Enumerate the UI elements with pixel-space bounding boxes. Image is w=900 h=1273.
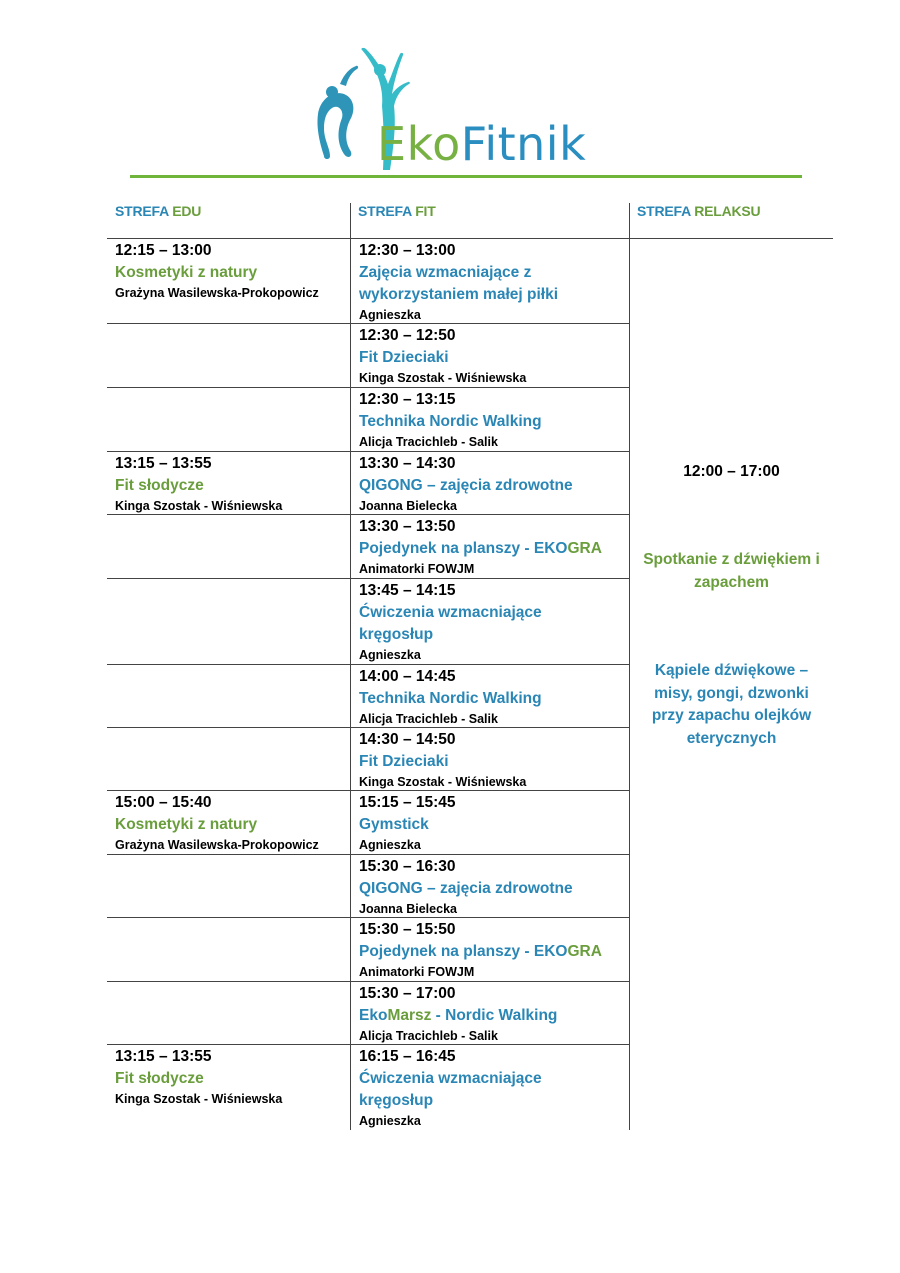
fit-activity: QIGONG – zajęcia zdrowotne (359, 880, 573, 897)
fit-time: 13:30 – 13:50 (359, 518, 456, 535)
brand-name-fitnik: Fitnik (460, 117, 587, 171)
fit-activity: Zajęcia wzmacniające z wykorzystaniem małej piłki (359, 264, 559, 303)
header-strefa-edu: STREFA EDU (115, 203, 202, 219)
fit-instructor: Joanna Bielecka (359, 902, 457, 916)
edu-entry (115, 453, 351, 516)
edu-instructor: Grażyna Wasilewska-Prokopowicz (115, 838, 319, 852)
fit-activity: Ćwiczenia wzmacniające kręgosłup (359, 1070, 542, 1109)
fit-entry (359, 983, 619, 1046)
header-separator (107, 238, 833, 239)
fit-entry (359, 240, 599, 325)
fit-time: 16:15 – 16:45 (359, 1048, 456, 1065)
edu-time: 12:15 – 13:00 (115, 242, 212, 259)
edu-time: 13:15 – 13:55 (115, 1048, 212, 1065)
edu-instructor: Kinga Szostak - Wiśniewska (115, 1092, 283, 1106)
fit-instructor: Kinga Szostak - Wiśniewska (359, 775, 527, 789)
relax-event-sound-baths: Kąpiele dźwiękowe – misy, gongi, dzwonki przy zapachu olejków eterycznych (651, 662, 812, 747)
fit-instructor: Joanna Bielecka (359, 499, 457, 513)
fit-time: 15:30 – 15:50 (359, 921, 456, 938)
fit-activity: Technika Nordic Walking (359, 690, 542, 707)
fit-activity: Technika Nordic Walking (359, 413, 542, 430)
edu-activity: Fit słodycze (115, 477, 204, 494)
fit-entry (359, 729, 595, 792)
fit-entry (359, 453, 595, 516)
column-divider-1 (350, 203, 351, 1130)
fit-entry (359, 919, 619, 982)
fit-time: 15:30 – 16:30 (359, 858, 456, 875)
brand-underline (130, 175, 802, 178)
fit-activity: Fit Dzieciaki (359, 349, 449, 366)
column-divider-2 (629, 203, 630, 1130)
fit-time: 13:30 – 14:30 (359, 455, 456, 472)
brand-name-eko: Eko (377, 117, 461, 171)
fit-instructor: Alicja Tracichleb - Salik (359, 1029, 498, 1043)
fit-entry (359, 389, 595, 452)
relax-event-sound-scent: Spotkanie z dźwiękiem i zapachem (643, 551, 820, 591)
fit-instructor: Agnieszka (359, 648, 421, 662)
edu-entry (115, 792, 351, 855)
fit-time: 12:30 – 13:15 (359, 391, 456, 408)
fit-activity: Fit Dzieciaki (359, 753, 449, 770)
fit-time: 15:30 – 17:00 (359, 985, 456, 1002)
fit-instructor: Agnieszka (359, 838, 421, 852)
fit-entry (359, 325, 595, 388)
fit-entry (359, 1046, 559, 1131)
edu-entry (115, 1046, 351, 1109)
fit-entry (359, 856, 595, 919)
fit-instructor: Alicja Tracichleb - Salik (359, 435, 498, 449)
fit-instructor: Animatorki FOWJM (359, 965, 475, 979)
fit-time: 14:30 – 14:50 (359, 731, 456, 748)
brand-name (377, 118, 586, 170)
fit-activity: Gymstick (359, 816, 429, 833)
edu-entry (115, 240, 351, 303)
edu-activity: Kosmetyki z natury (115, 264, 258, 281)
fit-instructor: Agnieszka (359, 1114, 421, 1128)
fit-activity: Pojedynek na planszy - EKOGRA (359, 943, 602, 960)
edu-instructor: Grażyna Wasilewska-Prokopowicz (115, 286, 319, 300)
fit-entry (359, 580, 559, 665)
edu-instructor: Kinga Szostak - Wiśniewska (115, 499, 283, 513)
fit-time: 13:45 – 14:15 (359, 582, 456, 599)
header-strefa-fit: STREFA FIT (358, 203, 436, 219)
fit-time: 12:30 – 13:00 (359, 242, 456, 259)
relax-time: 12:00 – 17:00 (683, 463, 780, 480)
fit-instructor: Alicja Tracichleb - Salik (359, 712, 498, 726)
fit-entry (359, 516, 619, 579)
fit-time: 14:00 – 14:45 (359, 668, 456, 685)
fit-activity: QIGONG – zajęcia zdrowotne (359, 477, 573, 494)
edu-time: 15:00 – 15:40 (115, 794, 212, 811)
fit-instructor: Agnieszka (359, 308, 421, 322)
header-strefa-relaksu: STREFA RELAKSU (637, 203, 761, 219)
edu-activity: Kosmetyki z natury (115, 816, 258, 833)
fit-time: 15:15 – 15:45 (359, 794, 456, 811)
fit-entry (359, 666, 595, 729)
fit-time: 12:30 – 12:50 (359, 327, 456, 344)
fit-instructor: Kinga Szostak - Wiśniewska (359, 371, 527, 385)
fit-instructor: Animatorki FOWJM (359, 562, 475, 576)
fit-entry (359, 792, 595, 855)
fit-activity: Pojedynek na planszy - EKOGRA (359, 540, 602, 557)
edu-activity: Fit słodycze (115, 1070, 204, 1087)
edu-time: 13:15 – 13:55 (115, 455, 212, 472)
fit-activity: EkoMarsz - Nordic Walking (359, 1007, 558, 1024)
fit-activity: Ćwiczenia wzmacniające kręgosłup (359, 604, 542, 643)
